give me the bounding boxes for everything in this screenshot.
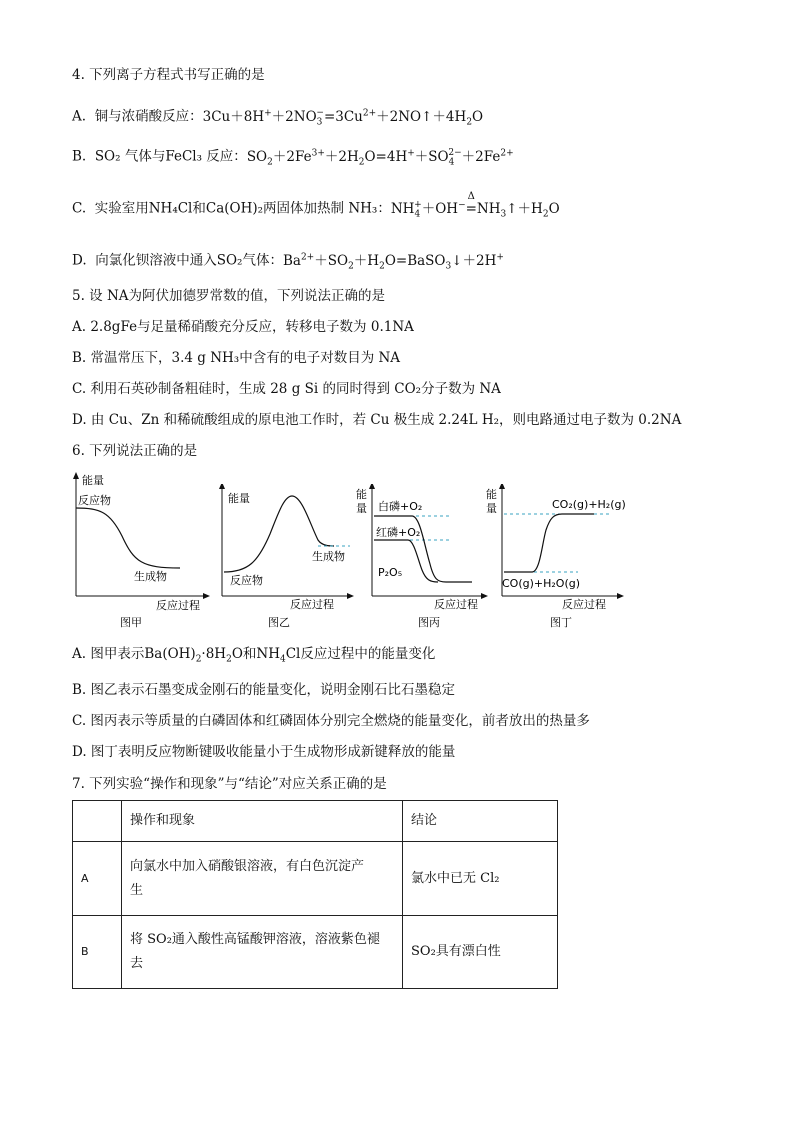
- product-label: 生成物: [312, 550, 345, 563]
- equation: $NH_4^++OH^-=$ Δ $NH_3↑+H_2O$: [390, 190, 560, 220]
- operation-cell: 向氯水中加入硝酸银溶液，有白色沉淀产 生: [122, 842, 403, 916]
- option-text: 铜与浓硝酸反应：: [94, 108, 203, 125]
- option-text: A. 图甲表示: [72, 646, 145, 662]
- header-cell: 操作和现象: [122, 801, 403, 842]
- x-axis-label: 反应过程: [434, 598, 478, 611]
- x-axis-label: 反应过程: [156, 599, 200, 612]
- q5-option-b[interactable]: B. 常温常压下，3.4 g NH₃中含有的电子对数目为 NA: [72, 350, 401, 366]
- header-cell: 结论: [403, 801, 558, 842]
- y-axis-label: 量: [356, 502, 367, 515]
- q6-option-d[interactable]: D. 图丁表明反应物断键吸收能量小于生成物形成新键释放的能量: [72, 744, 456, 760]
- conclusion-cell: 氯水中已无 Cl₂: [403, 842, 558, 916]
- figure-bing: [352, 484, 492, 632]
- option-label: B.: [72, 148, 87, 165]
- q5-option-c[interactable]: C. 利用石英砂制备粗硅时，生成 28 g Si 的同时得到 CO₂分子数为 NA: [72, 381, 501, 397]
- figure-caption: 图丁: [550, 616, 572, 629]
- q6-option-c[interactable]: C. 图丙表示等质量的白磷固体和红磷固体分别完全燃烧的能量变化，前者放出的热量多: [72, 713, 590, 729]
- q6-option-b[interactable]: B. 图乙表示石墨变成金刚石的能量变化，说明金刚石比石墨稳定: [72, 682, 456, 698]
- y-axis-label: 能: [356, 488, 367, 501]
- q6-option-a[interactable]: [72, 645, 435, 669]
- equation: $SO_2+2Fe^{3+}+2H_2O=4H^++SO_4^{2-}+2Fe^{2+}$: [246, 148, 514, 168]
- product-label: 生成物: [134, 570, 167, 583]
- p2o5-label: P₂O₅: [378, 566, 403, 579]
- option-text: SO₂ 气体与FeCl₃ 反应：: [94, 148, 247, 165]
- equation: $3Cu+8H^++2NO_3^-=3Cu^{2+}+2NO↑+4H_2O$: [202, 108, 484, 128]
- figure-jia: [70, 472, 210, 632]
- row-label: A: [73, 842, 122, 916]
- table-row: [73, 916, 558, 989]
- option-label: D.: [72, 252, 87, 269]
- q5-option-a[interactable]: A. 2.8gFe与足量稀硝酸充分反应，转移电子数为 0.1NA: [72, 319, 414, 335]
- figure-caption: 图乙: [268, 616, 290, 629]
- table-header-row: [73, 801, 558, 842]
- q5-stem: 5. 设 NA为阿伏加德罗常数的值，下列说法正确的是: [72, 288, 386, 304]
- option-text: 实验室用NH₄Cl和Ca(OH)₂两固体加热制 NH₃：: [94, 200, 391, 217]
- table-row: [73, 842, 558, 916]
- q4-stem: 4. 下列离子方程式书写正确的是: [72, 67, 265, 83]
- reactant-label: 反应物: [230, 574, 263, 587]
- red-phosphorus-label: 红磷+O₂: [376, 526, 421, 539]
- figure-ding: [482, 484, 632, 632]
- y-axis-label: 能量: [228, 492, 250, 505]
- y-axis-label: 量: [486, 502, 497, 515]
- q4-option-d[interactable]: [72, 248, 504, 275]
- row-label: B: [73, 916, 122, 989]
- figure-caption: 图丙: [418, 616, 440, 629]
- q7-table: [72, 800, 558, 989]
- option-text: 向氯化钡溶液中通入SO₂气体：: [95, 252, 283, 269]
- conclusion-cell: SO₂具有漂白性: [403, 916, 558, 989]
- white-phosphorus-label: 白磷+O₂: [378, 500, 423, 513]
- y-axis-label: 能量: [82, 474, 104, 487]
- header-cell: [73, 801, 122, 842]
- q4-option-c[interactable]: [72, 190, 560, 223]
- q4-option-a[interactable]: [72, 104, 483, 131]
- formula: $Ba(OH)_2\cdot 8H_2O$和$NH_4Cl$: [144, 646, 301, 665]
- q5-option-d[interactable]: D. 由 Cu、Zn 和稀硫酸组成的原电池工作时，若 Cu 极生成 2.24L H₂，则电路通过电子数为 0.2NA: [72, 412, 682, 428]
- x-axis-label: 反应过程: [290, 598, 334, 611]
- y-axis-label: 能: [486, 488, 497, 501]
- reactant-label: 反应物: [78, 494, 111, 507]
- reactant-label: CO(g)+H₂O(g): [502, 577, 581, 590]
- equation: $Ba^{2+}+SO_2+H_2O=BaSO_3↓+2H^+$: [282, 252, 504, 272]
- q6-stem: 6. 下列说法正确的是: [72, 443, 198, 459]
- figure-yi: [218, 484, 358, 632]
- figure-caption: 图甲: [120, 616, 142, 629]
- option-label: A.: [72, 108, 87, 125]
- q7-stem: 7. 下列实验“操作和现象”与“结论”对应关系正确的是: [72, 776, 387, 792]
- x-axis-label: 反应过程: [562, 598, 606, 611]
- operation-cell: 将 SO₂通入酸性高锰酸钾溶液，溶液紫色褪 去: [122, 916, 403, 989]
- q4-option-b[interactable]: [72, 144, 514, 171]
- product-label: CO₂(g)+H₂(g): [552, 498, 626, 511]
- option-text: 反应过程中的能量变化: [300, 646, 436, 662]
- option-label: C.: [72, 200, 87, 217]
